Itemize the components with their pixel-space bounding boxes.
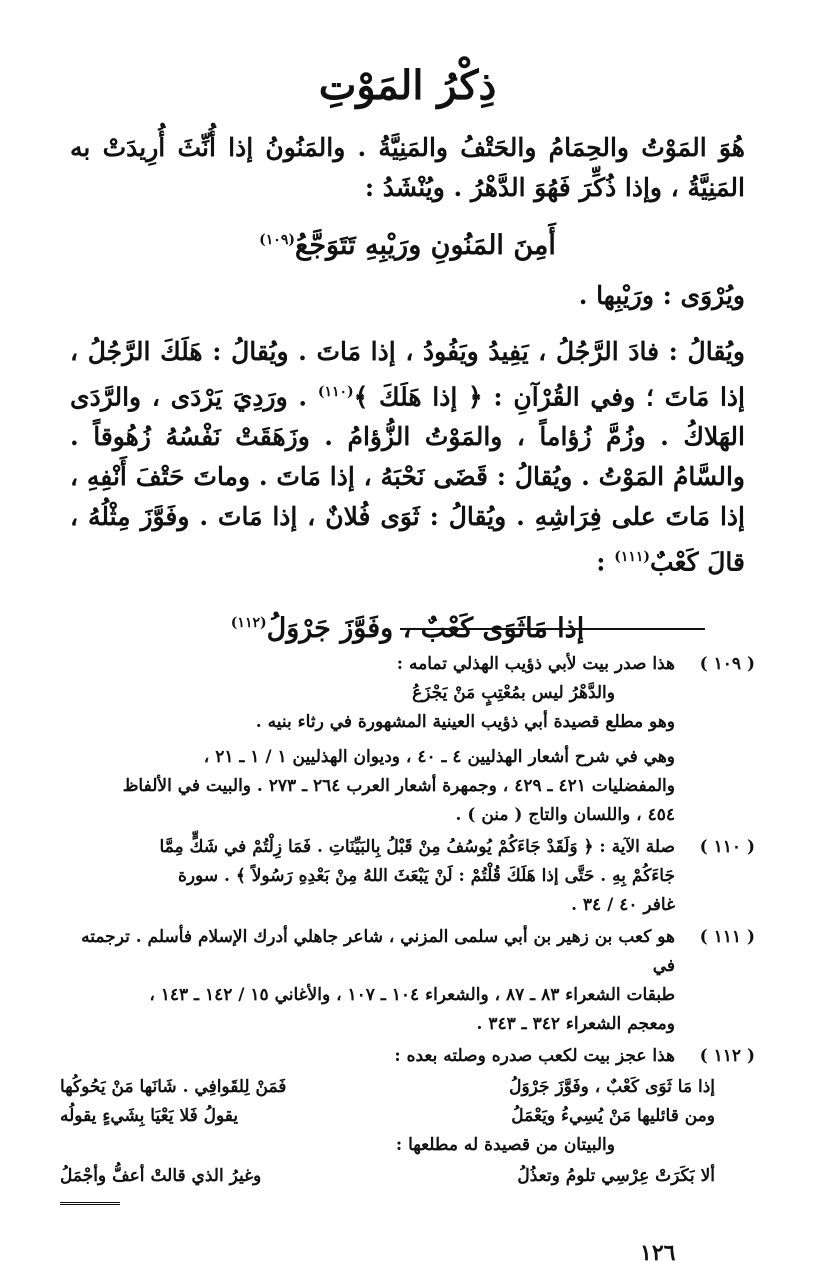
paragraph-2: [70, 276, 745, 316]
hemistich: إذا مَا ثَوَى كَعْبٌ ، وفَوَّزَ جَرْوَلُ: [509, 1077, 715, 1097]
footnote-line: ٤٥٤ ، واللسان والتاج ( منن ) .: [455, 805, 675, 825]
page-number: ١٢٦: [640, 1240, 676, 1266]
footnote-line: طبقات الشعراء ٨٣ ـ ٨٧ ، والشعراء ١٠٤ ـ ١٠٧ ، والأغاني ١٥ / ١٤٢ ـ ١٤٣ ،: [149, 985, 675, 1005]
footnote-line: جَاءَكُمْ بِهِ . حَتَّى إذا هَلَكَ قُلْتُمْ : لَنْ يَبْعَثَ اللهُ مِنْ بَعْدِهِ رَسُولاً ﴾ . سورة: [177, 866, 675, 886]
footnote-ref: (١١١): [614, 549, 651, 566]
couplets: [60, 1073, 715, 1131]
footnote-line: والبيتان من قصيدة له مطلعها :: [395, 1135, 615, 1155]
text-line: . ورَدِيَ يَرْدَى ، والرَّدَى الهَلاكُ .: [70, 382, 745, 452]
footnote-line: صلة الآية : ﴿ وَلَقَدْ جَاءَكُمْ يُوسُفُ مِنْ قَبْلُ بِالبَيِّنَاتِ . فَمَا زِلْتُمْ في شَكٍّ مِمَّا: [159, 837, 675, 857]
footnote-111: [60, 923, 755, 1039]
text-line: المَنِيَّةُ ، وإذا ذُكِّرَ فَهُوَ الدَّهْرُ . ويُنْشَدُ :: [364, 173, 745, 202]
hemistich: يقولُ فَلا يَعْيَا بِشَيءٍ يقولُه: [60, 1106, 239, 1126]
text-line: ثَوَى فُلانٌ ، إذا مَاتَ . وفَوَّزَ مِثْلُهُ ، قالَ كَعْبٌ: [70, 502, 745, 577]
footnote-divider: [400, 628, 705, 630]
text-line: وزُمَّ زُؤاماً ، والمَوْتُ الزُّؤامُ . وزَهَقَتْ نَفْسُهُ زُهُوقاً . والسَّامُ المَوْتُ . ويُقالُ :: [70, 422, 745, 492]
footnote-line: وهي في شرح أشعار الهذليين ٤ ـ ٤٠ ، وديوان الهذليين ١ / ١ ـ ٢١ ،: [203, 747, 675, 767]
verse-2: [70, 603, 745, 649]
footnotes: [60, 650, 755, 1194]
text-line: :: [596, 547, 606, 577]
footnote-ref: (١١٢): [230, 614, 267, 631]
hemistich: فَمَنْ لِلقَوافِي . شَانَها مَنْ يَحُوكُها: [60, 1077, 287, 1097]
hemistich: وغيرُ الذي قالتْ أعفُّ وأجْمَلُ: [60, 1166, 262, 1186]
verse-1: [70, 220, 745, 266]
chapter-title: ذِكْرُ المَوْتِ: [318, 62, 497, 109]
couplet: [60, 1162, 715, 1191]
footnote-ref: (١٠٩): [259, 232, 295, 248]
hemistich: ألا بَكَرَتْ عِرْسِي تلومُ وتعذُلُ: [517, 1166, 715, 1186]
footnote-number: ( ١١٢ ): [699, 1046, 755, 1066]
verse-text: إذا مَاثَوَى كَعْبٌ ، وفَوَّزَ جَرْوَلُ: [266, 612, 585, 644]
footnote-112: [60, 1042, 755, 1191]
text-line: قَضَى نَحْبَهُ ، إذا مَاتَ . وماتَ حَتْفَ أَنْفِهِ ، إذا مَاتَ على فِرَاشِهِ . ويُقالُ :: [70, 462, 745, 532]
couplet: [60, 1102, 715, 1131]
verse-text: أَمِنَ المَنُونِ ورَيْبِهِ تَتَوَجَّعُ: [294, 230, 556, 261]
paragraph-1: [70, 128, 745, 208]
footnote-line: هذا صدر بيت لأبي ذؤيب الهذلي تمامه :: [396, 654, 675, 674]
text-line: إذا مَاتَ ؛ وفي القُرْآنِ : ﴿ إذا هَلَكَ ﴾: [353, 382, 745, 412]
text-line: ويُرْوَى : ورَيْبِها .: [578, 281, 745, 310]
main-text: [70, 128, 745, 649]
footnote-109: [60, 650, 755, 830]
footnote-number: ( ١١٠ ): [699, 837, 755, 857]
footnote-110: [60, 833, 755, 920]
hemistich: ومن قائليها مَنْ يُسِيءُ ويَعْمَلُ: [511, 1106, 715, 1126]
footnote-line: هذا عجز بيت لكعب صدره وصلته بعده :: [394, 1046, 675, 1066]
paragraph-3: [70, 332, 745, 583]
couplet: [60, 1073, 715, 1102]
text-line: هُوَ المَوْتُ والحِمَامُ والحَتْفُ والمَنِيَّةُ . والمَنُونُ إذا أُنِّثَ أُرِيدَتْ به: [70, 133, 745, 162]
footnote-number: ( ١١١ ): [699, 927, 755, 947]
footnote-verse: والدَّهْرُ ليس بمُعْتِبٍ مَنْ يَجْزَعُ: [412, 683, 615, 703]
footnote-number: ( ١٠٩ ): [699, 654, 755, 674]
couplets: [60, 1162, 715, 1191]
footnote-line: وهو مطلع قصيدة أبي ذؤيب العينية المشهورة في رثاء بنيه .: [255, 712, 675, 732]
footnote-ref: (١١٠): [317, 384, 354, 400]
footnote-line: غافر ٤٠ / ٣٤ .: [571, 895, 675, 915]
footnote-line: والمفضليات ٤٢١ ـ ٤٢٩ ، وجمهرة أشعار العرب ٢٦٤ ـ ٢٧٣ . والبيت في الألفاظ: [122, 776, 675, 796]
end-rule: [60, 1202, 120, 1205]
text-line: ويُقالُ : فادَ الرَّجُلُ ، يَفِيدُ ويَفُودُ ، إذا مَاتَ . ويُقالُ : هَلَكَ الرَّجُلُ ،: [70, 337, 745, 366]
footnote-line: ومعجم الشعراء ٣٤٢ ـ ٣٤٣ .: [476, 1014, 675, 1034]
footnote-line: هو كعب بن زهير بن أبي سلمى المزني ، شاعر جاهلي أدرك الإسلام فأسلم . ترجمته في: [81, 927, 675, 976]
